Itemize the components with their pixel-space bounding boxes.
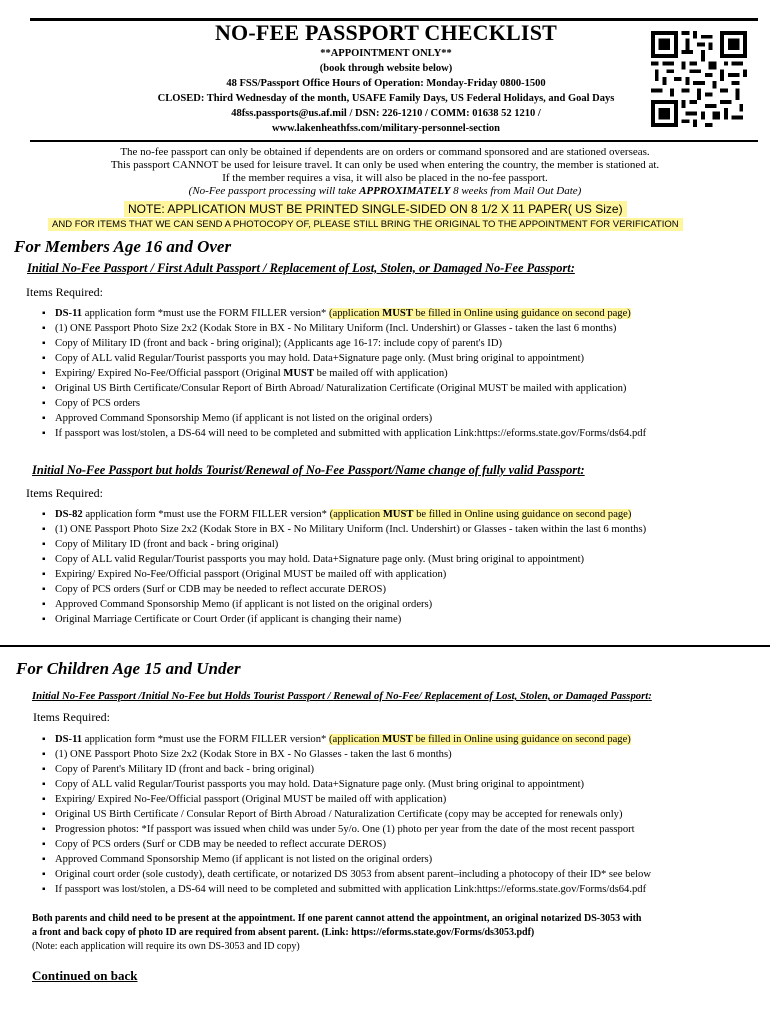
list-item: ▪ (1) ONE Passport Photo Size 2x2 (Kodak Store in BX - No Military Uniform (Incl. Undershirt) or Glasses - taken within the last 6 months)	[42, 523, 646, 538]
list-item: ▪ Copy of Parent's Military ID (front and back - bring original)	[42, 763, 651, 778]
list-item: ▪ Copy of ALL valid Regular/Tourist passports you may hold. Data+Signature page only. (Must bring original to appointment)	[42, 553, 646, 568]
list-item: ▪ Copy of ALL valid Regular/Tourist passports you may hold. Data+Signature page only. (Must bring original to appointment)	[42, 778, 651, 793]
items-required-label: Items Required:	[33, 710, 110, 724]
photocopy-note: AND FOR ITEMS THAT WE CAN SEND A PHOTOCOPY OF, PLEASE STILL BRING THE ORIGINAL TO THE APPOINTMENT FOR VERIFICATION	[48, 218, 683, 231]
intro-line-3: If the member requires a visa, it will also be placed in the no-fee passport.	[222, 172, 548, 184]
children-subtitle: Initial No-Fee Passport /Initial No-Fee but Holds Tourist Passport / Renewal of No-Fee/ Replacement of Lost, Stolen, or Damaged Passport:	[32, 690, 652, 702]
list-item: ▪ Copy of PCS orders (Surf or CDB may be needed to reflect accurate DEROS)	[42, 838, 651, 853]
adults-group1-title: Initial No-Fee Passport / First Adult Passport / Replacement of Lost, Stolen, or Damaged No-Fee Passport:	[27, 261, 575, 275]
adults-group2-list	[42, 508, 646, 628]
list-item: ▪ Approved Command Sponsorship Memo (if applicant is not listed on the original orders)	[42, 598, 646, 613]
list-item: ▪ DS-11 application form *must use the FORM FILLER version* (application MUST be filled in Online using guidance on second page)	[42, 733, 651, 748]
list-item: ▪ Copy of PCS orders (Surf or CDB may be needed to reflect accurate DEROS)	[42, 583, 646, 598]
header	[96, 20, 676, 136]
parents-note	[32, 912, 732, 954]
intro-line-1: The no-fee passport can only be obtained if dependents are on orders or command sponsored and are stationed overseas.	[120, 146, 650, 158]
list-item: ▪ Copy of Military ID (front and back - bring original); (Applicants age 16-17: include copy of parent's ID)	[42, 337, 646, 352]
children-heading: For Children Age 15 and Under	[16, 659, 241, 678]
online-highlight: (application MUST be filled in Online using guidance on second page)	[328, 308, 631, 319]
list-item: ▪ (1) ONE Passport Photo Size 2x2 (Kodak Store in BX - No Military Uniform (Incl. Undershirt) or Glasses - taken the last 6 months)	[42, 322, 646, 337]
list-item: ▪ Original court order (sole custody), death certificate, or notarized DS 3053 from absent parent–including a photocopy of their ID* see below	[42, 868, 651, 883]
list-item: ▪ Copy of Military ID (front and back - bring original)	[42, 538, 646, 553]
qr-code-icon	[651, 31, 747, 127]
list-item: ▪ Original US Birth Certificate / Consular Report of Birth Abroad / Naturalization Certificate (copy may be accepted for renewals only)	[42, 808, 651, 823]
intro-text	[40, 146, 730, 198]
online-highlight: (application MUST be filled in Online using guidance on second page)	[328, 734, 631, 745]
header-rule	[30, 140, 758, 142]
online-highlight: (application MUST be filled in Online using guidance on second page)	[329, 509, 632, 520]
list-item: ▪ Expiring/ Expired No-Fee/Official passport (Original MUST be mailed off with application)	[42, 568, 646, 583]
list-item: ▪ If passport was lost/stolen, a DS-64 will need to be completed and submitted with application Link:https://eforms.state.gov/Forms/ds64.pdf	[42, 883, 651, 898]
list-item: ▪ Original Marriage Certificate or Court Order (if applicant is changing their name)	[42, 613, 646, 628]
parents-note-line-2: a front and back copy of photo ID are required from absent parent. (Link: https://eforms.state.gov/Forms/ds3053.pdf)	[32, 927, 535, 938]
items-required-label: Items Required:	[26, 285, 103, 299]
items-required-label: Items Required:	[26, 486, 103, 500]
list-item: ▪ DS-11 application form *must use the FORM FILLER version* (application MUST be filled in Online using guidance on second page)	[42, 307, 646, 322]
continued-on-back: Continued on back	[32, 968, 138, 983]
list-item: ▪ Approved Command Sponsorship Memo (if applicant is not listed on the original orders)	[42, 412, 646, 427]
list-item: ▪ Original US Birth Certificate/Consular Report of Birth Abroad/ Naturalization Certificate (Original MUST be mailed with application)	[42, 382, 646, 397]
contact-info: 48fss.passports@us.af.mil / DSN: 226-1210 / COMM: 01638 52 1210 /	[231, 108, 541, 119]
list-item: ▪ If passport was lost/stolen, a DS-64 will need to be completed and submitted with application Link:https://eforms.state.gov/Forms/ds64.pdf	[42, 427, 646, 442]
parents-note-line-1: Both parents and child need to be present at the appointment. If one parent cannot attend the appointment, an original notarized DS-3053 with	[32, 913, 642, 924]
list-item: ▪ DS-82 application form *must use the FORM FILLER version* (application MUST be filled in Online using guidance on second page)	[42, 508, 646, 523]
booking-note: (book through website below)	[319, 63, 453, 74]
children-list	[42, 733, 651, 897]
parents-note-small: (Note: each application will require its own DS-3053 and ID copy)	[32, 941, 300, 952]
list-item: ▪ Expiring/ Expired No-Fee/Official passport (Original MUST be mailed off with application)	[42, 367, 646, 382]
list-item: ▪ (1) ONE Passport Photo Size 2x2 (Kodak Store in BX - No Glasses - taken the last 6 months)	[42, 748, 651, 763]
adults-heading: For Members Age 16 and Over	[14, 237, 232, 256]
adults-group2-title: Initial No-Fee Passport but holds Tourist/Renewal of No-Fee Passport/Name change of fully valid Passport:	[32, 463, 585, 477]
list-item: ▪ Progression photos: *If passport was issued when child was under 5y/o. One (1) photo per year from the date of the most recent passport	[42, 823, 651, 838]
intro-line-2: This passport CANNOT be used for leisure travel. It can only be used when entering the country, the member is stationed at.	[110, 159, 660, 171]
closed-days: CLOSED: Third Wednesday of the month, USAFE Family Days, US Federal Holidays, and Goal Days	[157, 93, 615, 104]
adults-group1-list	[42, 307, 646, 442]
list-item: ▪ Approved Command Sponsorship Memo (if applicant is not listed on the original orders)	[42, 853, 651, 868]
website-link[interactable]: www.lakenheathfss.com/military-personnel-section	[271, 123, 501, 134]
office-hours: 48 FSS/Passport Office Hours of Operation: Monday-Friday 0800-1500	[226, 78, 546, 89]
page-title: NO-FEE PASSPORT CHECKLIST	[214, 20, 558, 45]
list-item: ▪ Expiring/ Expired No-Fee/Official passport (Original MUST be mailed off with application)	[42, 793, 651, 808]
processing-time: (No-Fee passport processing will take APPROXIMATELY 8 weeks from Mail Out Date)	[188, 185, 582, 197]
appointment-only: **APPOINTMENT ONLY**	[320, 48, 452, 59]
list-item: ▪ Copy of ALL valid Regular/Tourist passports you may hold. Data+Signature page only. (Must bring original to appointment)	[42, 352, 646, 367]
print-note: NOTE: APPLICATION MUST BE PRINTED SINGLE-SIDED ON 8 1/2 X 11 PAPER( US Size)	[124, 201, 627, 217]
list-item: ▪ Copy of PCS orders	[42, 397, 646, 412]
section-divider	[0, 645, 770, 647]
